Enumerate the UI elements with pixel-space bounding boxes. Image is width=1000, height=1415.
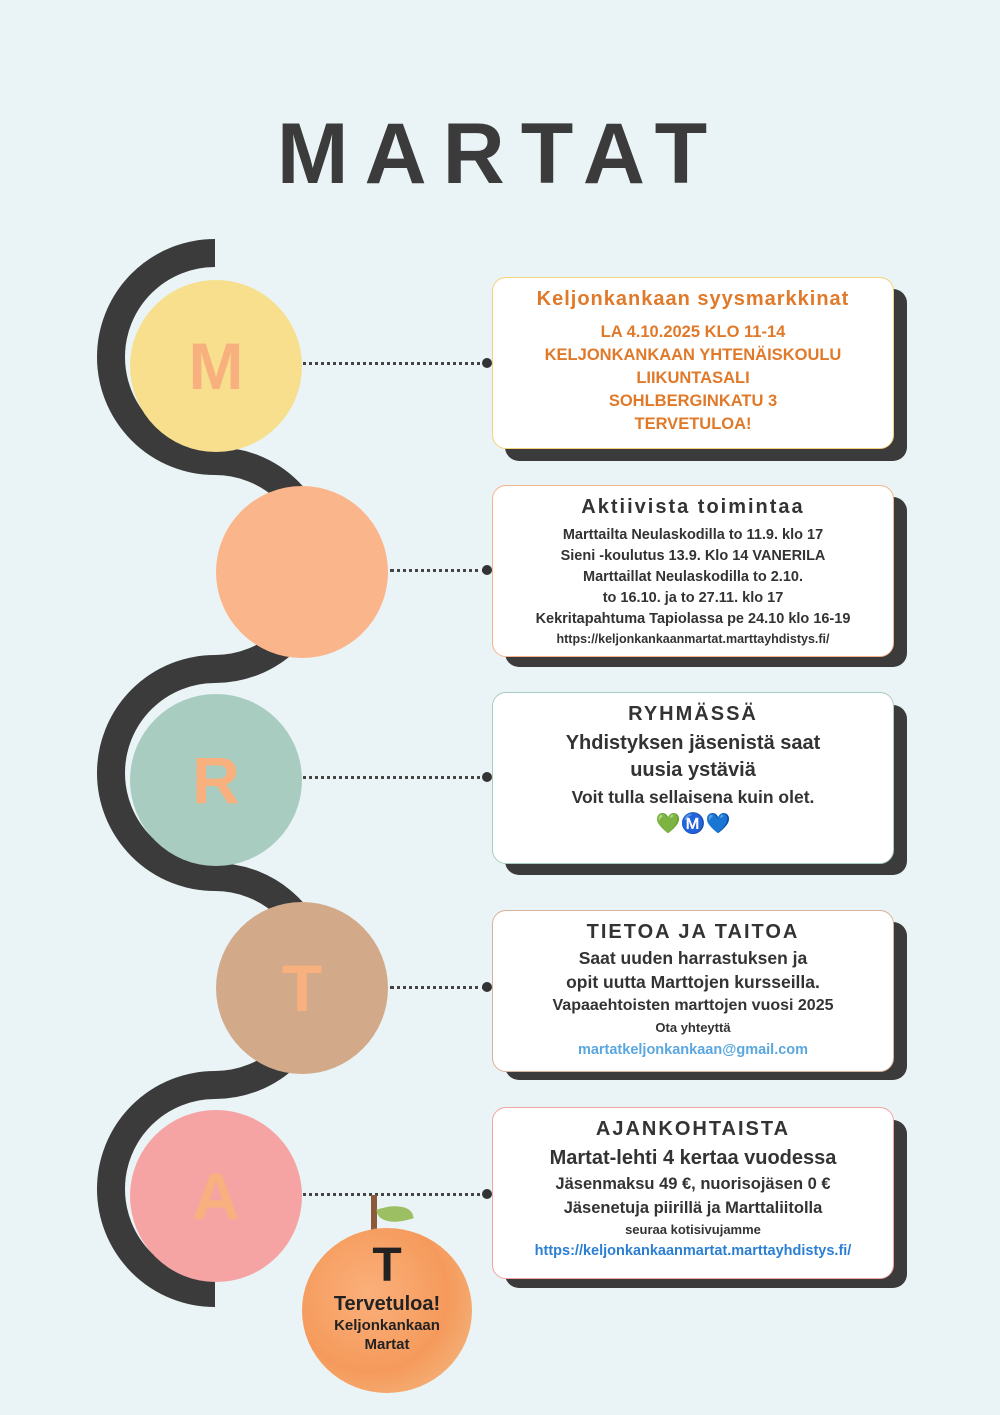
card-2-line-3: Marttaillat Neulaskodilla to 2.10.: [583, 569, 803, 585]
card-ajankohtaista: [492, 1107, 894, 1279]
card-5-line-4: seuraa kotisivujamme: [625, 1222, 761, 1237]
card-ryhmassa: [492, 692, 894, 864]
fruit-line-3: Martat: [364, 1336, 410, 1353]
card-4-line-4: Ota yhteyttä: [655, 1020, 731, 1035]
card-3-line-1: Yhdistyksen jäsenistä saat: [565, 732, 821, 754]
card-4-line-1: Saat uuden harrastuksen ja: [578, 948, 808, 968]
card-aktiivista: [492, 485, 894, 657]
card-5-line-3: Jäsenetuja piirillä ja Marttaliitolla: [563, 1199, 823, 1217]
fruit-text: [302, 1240, 472, 1354]
connector-5: [303, 1193, 486, 1196]
card-1-line-5: TERVETULOA!: [634, 415, 752, 433]
card-5-line-1: Martat-lehti 4 kertaa vuodessa: [549, 1147, 837, 1169]
card-4-line-2: opit uutta Marttojen kursseilla.: [566, 972, 820, 992]
connector-3: [303, 776, 486, 779]
card-5-line-2: Jäsenmaksu 49 €, nuorisojäsen 0 €: [555, 1175, 831, 1193]
card-5-heading: AJANKOHTAISTA: [595, 1118, 791, 1140]
card-1-heading: Keljonkankaan syysmarkkinat: [536, 288, 850, 310]
fruit-letter: T: [372, 1239, 402, 1292]
connector-dot-5: [482, 1189, 492, 1199]
connector-2: [390, 569, 486, 572]
card-1-line-4: SOHLBERGINKATU 3: [608, 392, 778, 410]
card-2-link[interactable]: https://keljonkankaanmartat.marttayhdistys.fi/: [556, 632, 830, 646]
circle-r: R: [130, 694, 302, 866]
circle-t: T: [216, 902, 388, 1074]
heart-icons: 💚Ⓜ️💙: [655, 813, 731, 835]
fruit-line-1: Tervetuloa!: [333, 1293, 441, 1315]
card-1-line-1: LA 4.10.2025 KLO 11-14: [600, 323, 786, 341]
card-1-line-2: KELJONKANKAAN YHTENÄISKOULU: [544, 346, 842, 364]
card-syysmarkkinat: [492, 277, 894, 449]
card-2-line-5: Kekritapahtuma Tapiolassa pe 24.10 klo 16-19: [535, 611, 851, 627]
circle-m: M: [130, 280, 302, 452]
page-title: MARTAT: [276, 106, 724, 202]
email-link[interactable]: martatkeljonkankaan@gmail.com: [577, 1042, 809, 1058]
card-4-line-3: Vapaaehtoisten marttojen vuosi 2025: [552, 997, 834, 1014]
card-2-line-2: Sieni -koulutus 13.9. Klo 14 VANERILA: [560, 548, 826, 564]
connector-dot-4: [482, 982, 492, 992]
card-4-heading: TIETOA JA TAITOA: [586, 921, 800, 943]
circle-blank: [216, 486, 388, 658]
card-2-heading: Aktiivista toimintaa: [581, 496, 805, 518]
connector-dot-2: [482, 565, 492, 575]
connector-4: [390, 986, 486, 989]
card-3-line-2: uusia ystäviä: [630, 759, 756, 781]
connector-dot-3: [482, 772, 492, 782]
card-2-line-1: Marttailta Neulaskodilla to 11.9. klo 17: [562, 527, 824, 543]
connector-1: [303, 362, 486, 365]
card-2-line-4: to 16.10. ja to 27.11. klo 17: [602, 590, 784, 606]
card-1-line-3: LIIKUNTASALI: [636, 369, 750, 387]
connector-dot-1: [482, 358, 492, 368]
card-3-line-3: Voit tulla sellaisena kuin olet.: [571, 787, 815, 807]
circle-a: A: [130, 1110, 302, 1282]
fruit-line-2: Keljonkankaan: [334, 1317, 440, 1334]
card-3-heading: RYHMÄSSÄ: [628, 703, 758, 725]
card-tietoa: [492, 910, 894, 1072]
homepage-link[interactable]: https://keljonkankaanmartat.marttayhdistys.fi/: [534, 1243, 852, 1259]
